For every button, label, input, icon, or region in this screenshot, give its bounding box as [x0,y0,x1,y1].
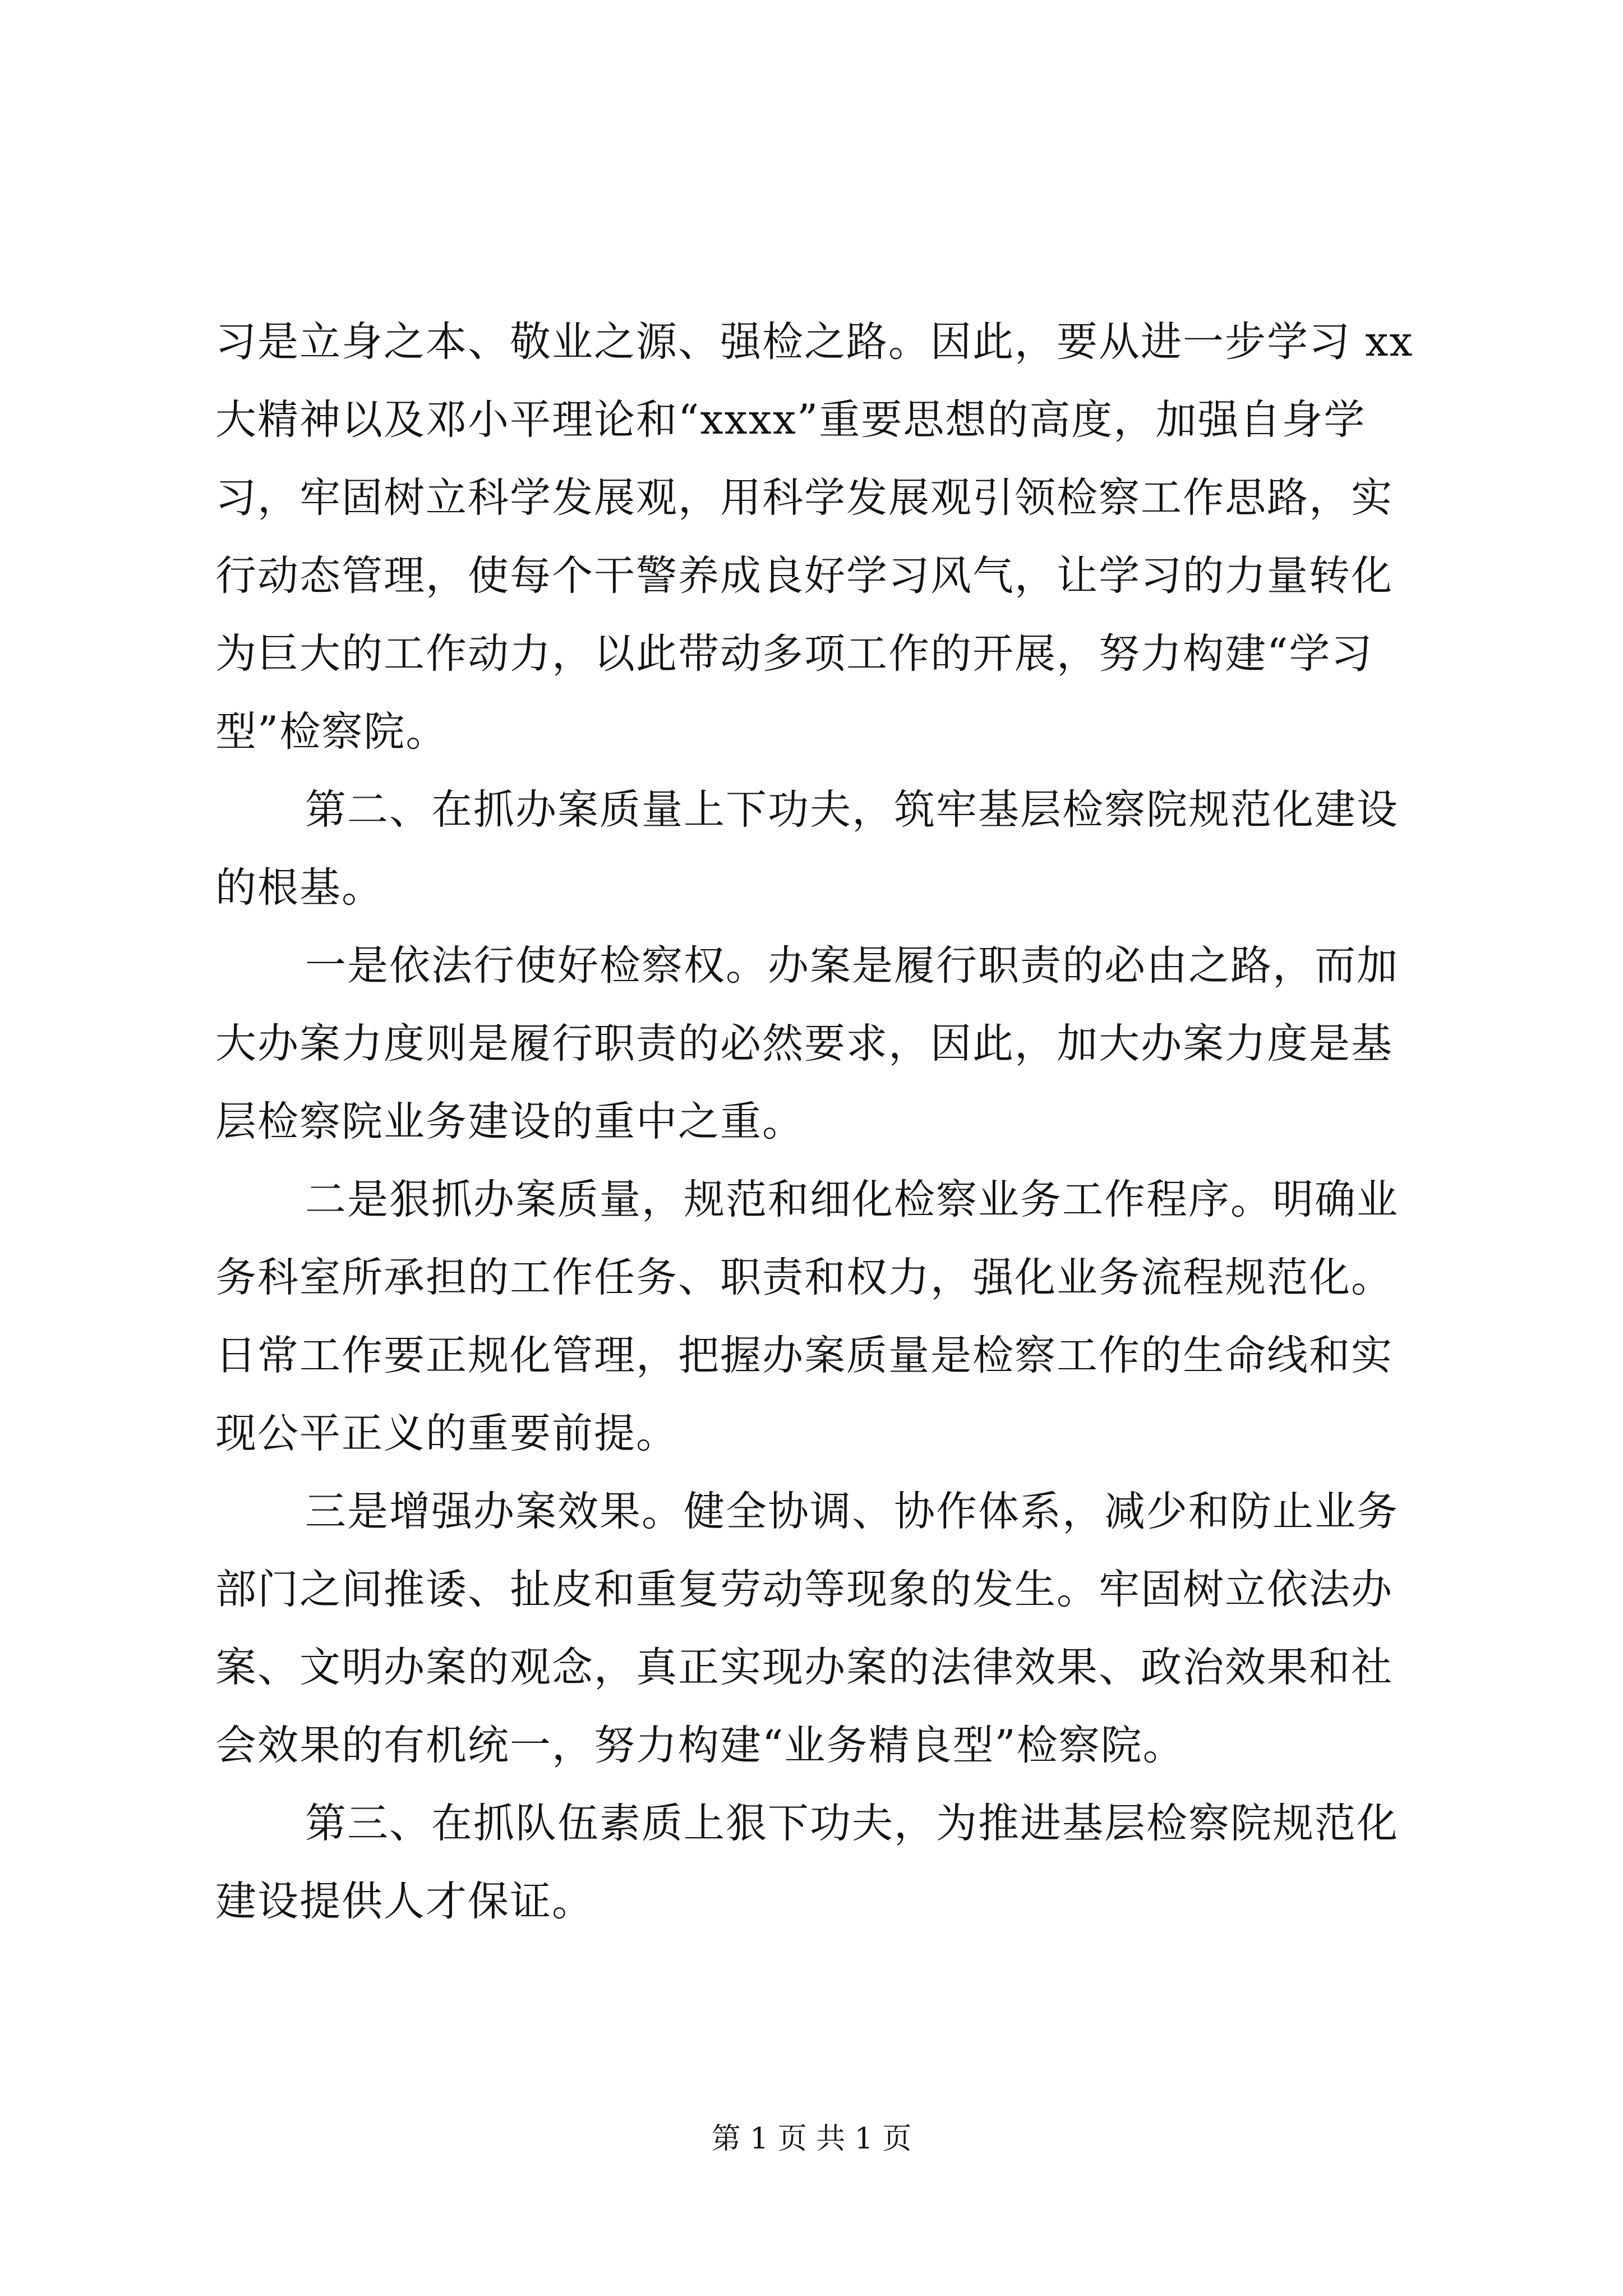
paragraph-5 [215,1473,1410,1784]
text-line: 日常工作要正规化管理，把握办案质量是检察工作的生命线和实 [215,1332,1393,1379]
text-line: 会效果的有机统一，努力构建“业务精良型”检察院。 [215,1722,1185,1769]
text-line: 大精神以及邓小平理论和“xxxx”重要思想的高度，加强自身学 [215,396,1366,444]
text-line: 部门之间推诿、扯皮和重复劳动等现象的发生。牢固树立依法办 [215,1566,1393,1613]
text-line: 为巨大的工作动力，以此带动多项工作的开展，努力构建“学习 [215,630,1373,678]
paragraph-2 [215,771,1410,927]
page-number-footer: 第 1 页 共 1 页 [711,2122,912,2156]
text-line: 行动态管理，使每个干警养成良好学习风气，让学习的力量转化 [215,552,1393,600]
text-line: 习，牢固树立科学发展观，用科学发展观引领检察工作思路，实 [215,474,1393,522]
document-body [215,303,1414,1940]
text-line: 型”检察院。 [215,708,448,756]
text-line: 现公平正义的重要前提。 [215,1410,678,1457]
text-line: 的根基。 [215,864,384,912]
text-line: 建设提供人才保证。 [215,1878,594,1925]
text-line: 务科室所承担的工作任务、职责和权力，强化业务流程规范化。 [215,1254,1393,1301]
text-line: 第二、在抓办案质量上下功夫，筑牢基层检察院规范化建设 [305,786,1399,834]
paragraph-1 [215,303,1414,771]
text-line: 二是狠抓办案质量，规范和细化检察业务工作程序。明确业 [305,1176,1399,1223]
paragraph-6 [215,1784,1410,1940]
text-line: 第三、在抓队伍素质上狠下功夫，为推进基层检察院规范化 [305,1800,1399,1847]
text-line: 一是依法行使好检察权。办案是履行职责的必由之路，而加 [305,942,1399,990]
text-line: 大办案力度则是履行职责的必然要求，因此，加大办案力度是基 [215,1020,1393,1068]
text-line: 层检察院业务建设的重中之重。 [215,1098,804,1145]
paragraph-4 [215,1161,1410,1473]
text-line: 三是增强办案效果。健全协调、协作体系，减少和防止业务 [305,1488,1399,1535]
text-line: 案、文明办案的观念，真正实现办案的法律效果、政治效果和社 [215,1644,1393,1691]
text-line: 习是立身之本、敬业之源、强检之路。因此，要从进一步学习 xx [215,318,1414,366]
paragraph-3 [215,927,1410,1161]
